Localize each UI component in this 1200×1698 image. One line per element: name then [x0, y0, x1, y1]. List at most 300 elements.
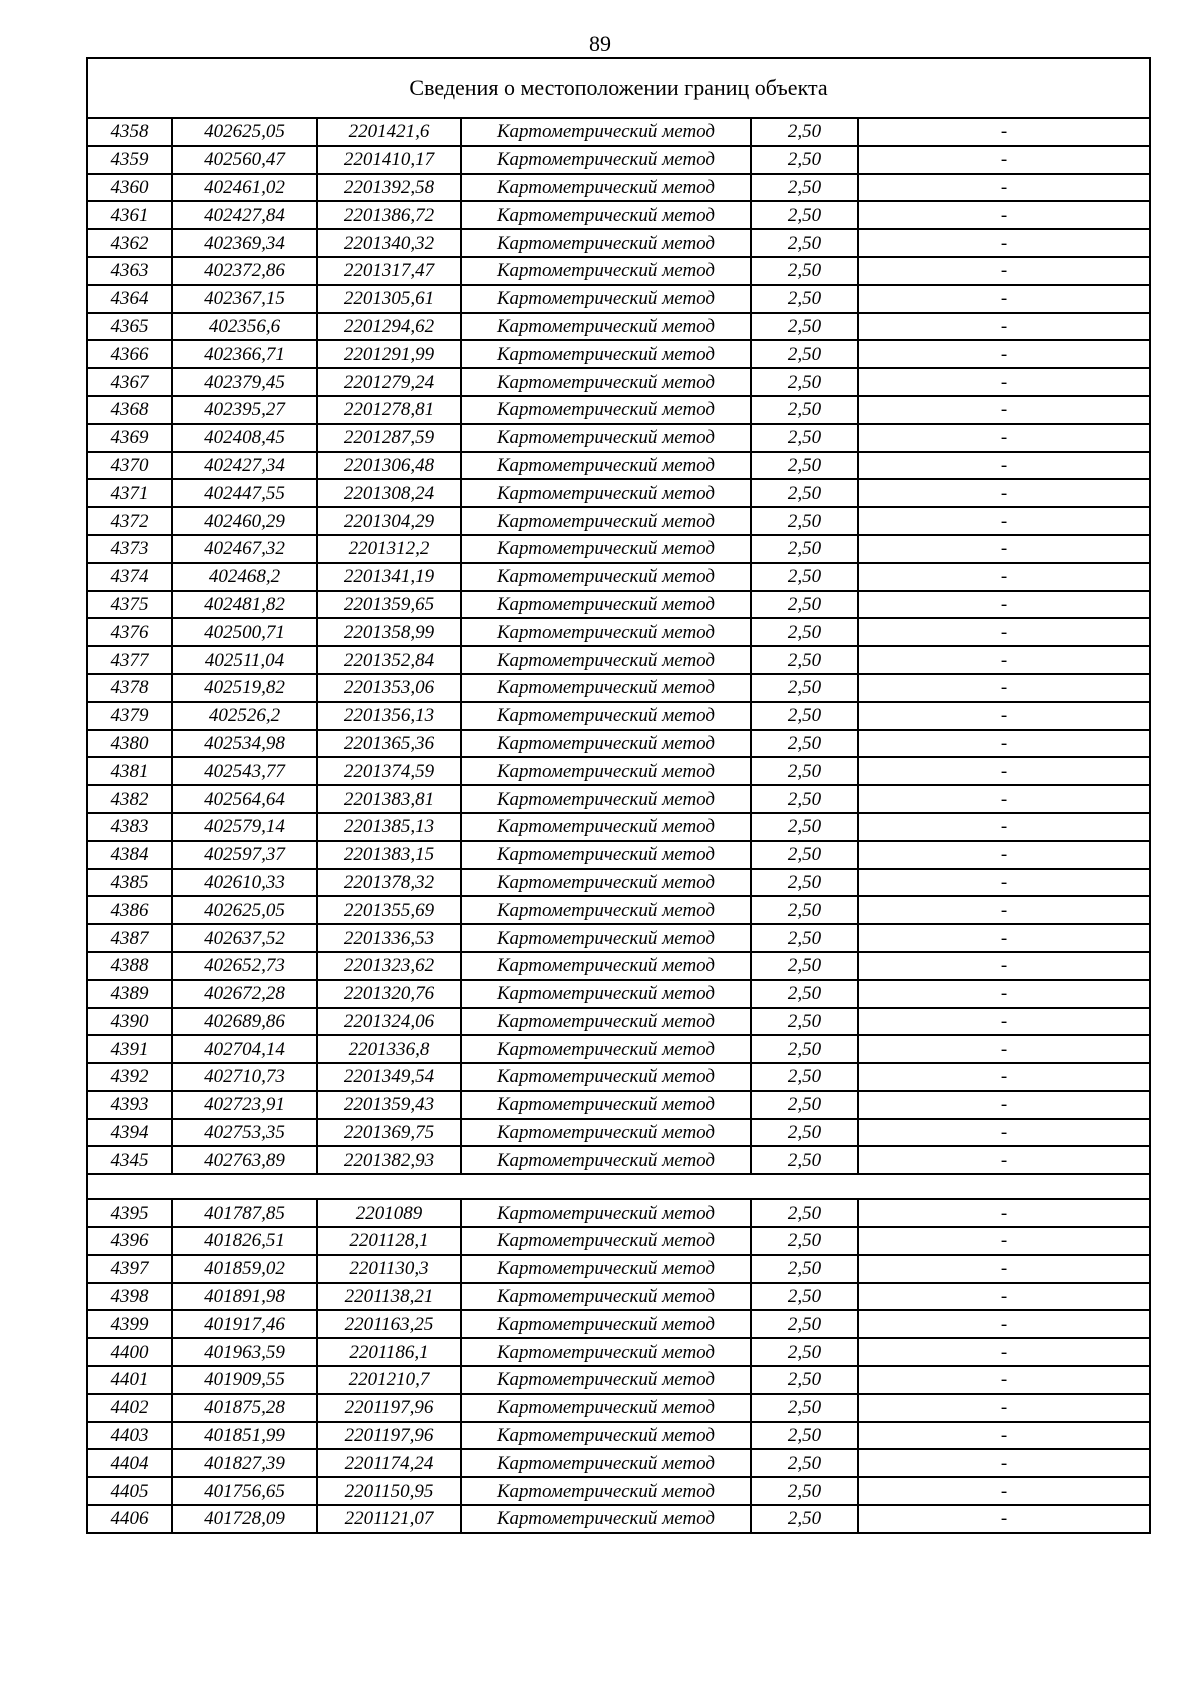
cell-point-number: 4402 [87, 1394, 172, 1422]
cell-point-number: 4388 [87, 952, 172, 980]
cell-x-coordinate: 402637,52 [172, 924, 317, 952]
table-row [87, 1283, 1150, 1311]
cell-point-number: 4375 [87, 591, 172, 619]
cell-method: Картометрический метод [461, 1119, 751, 1147]
table-row [87, 618, 1150, 646]
cell-y-coordinate: 2201294,62 [317, 313, 461, 341]
table-row [87, 591, 1150, 619]
cell-description: - [858, 646, 1150, 674]
cell-description: - [858, 1146, 1150, 1174]
cell-method: Картометрический метод [461, 1255, 751, 1283]
cell-description: - [858, 257, 1150, 285]
cell-accuracy: 2,50 [751, 896, 858, 924]
cell-x-coordinate: 401963,59 [172, 1338, 317, 1366]
table-body [87, 58, 1150, 1533]
cell-accuracy: 2,50 [751, 1449, 858, 1477]
cell-x-coordinate: 401875,28 [172, 1394, 317, 1422]
cell-point-number: 4362 [87, 229, 172, 257]
cell-description: - [858, 785, 1150, 813]
table-title: Сведения о местоположении границ объекта [87, 58, 1150, 118]
table-row [87, 1091, 1150, 1119]
cell-x-coordinate: 401859,02 [172, 1255, 317, 1283]
cell-x-coordinate: 401827,39 [172, 1449, 317, 1477]
cell-x-coordinate: 401891,98 [172, 1283, 317, 1311]
cell-method: Картометрический метод [461, 1199, 751, 1227]
cell-accuracy: 2,50 [751, 1422, 858, 1450]
cell-accuracy: 2,50 [751, 869, 858, 897]
cell-x-coordinate: 402519,82 [172, 674, 317, 702]
cell-point-number: 4363 [87, 257, 172, 285]
cell-x-coordinate: 402564,64 [172, 785, 317, 813]
cell-accuracy: 2,50 [751, 813, 858, 841]
cell-x-coordinate: 402534,98 [172, 730, 317, 758]
table-row [87, 1422, 1150, 1450]
cell-method: Картометрический метод [461, 368, 751, 396]
cell-point-number: 4380 [87, 730, 172, 758]
cell-y-coordinate: 2201382,93 [317, 1146, 461, 1174]
cell-y-coordinate: 2201356,13 [317, 702, 461, 730]
cell-x-coordinate: 402610,33 [172, 869, 317, 897]
cell-description: - [858, 563, 1150, 591]
cell-y-coordinate: 2201374,59 [317, 757, 461, 785]
cell-point-number: 4383 [87, 813, 172, 841]
cell-accuracy: 2,50 [751, 841, 858, 869]
table-row [87, 201, 1150, 229]
cell-x-coordinate: 402672,28 [172, 980, 317, 1008]
cell-accuracy: 2,50 [751, 980, 858, 1008]
cell-description: - [858, 174, 1150, 202]
cell-description: - [858, 1227, 1150, 1255]
cell-description: - [858, 730, 1150, 758]
cell-method: Картометрический метод [461, 1505, 751, 1533]
cell-x-coordinate: 401851,99 [172, 1422, 317, 1450]
cell-accuracy: 2,50 [751, 479, 858, 507]
cell-accuracy: 2,50 [751, 285, 858, 313]
cell-y-coordinate: 2201306,48 [317, 452, 461, 480]
cell-description: - [858, 146, 1150, 174]
cell-point-number: 4403 [87, 1422, 172, 1450]
cell-description: - [858, 424, 1150, 452]
cell-y-coordinate: 2201186,1 [317, 1338, 461, 1366]
table-row [87, 479, 1150, 507]
cell-accuracy: 2,50 [751, 229, 858, 257]
cell-method: Картометрический метод [461, 563, 751, 591]
cell-point-number: 4365 [87, 313, 172, 341]
table-row [87, 1310, 1150, 1338]
cell-point-number: 4392 [87, 1063, 172, 1091]
cell-description: - [858, 1338, 1150, 1366]
cell-method: Картометрический метод [461, 618, 751, 646]
cell-accuracy: 2,50 [751, 257, 858, 285]
table-row [87, 340, 1150, 368]
cell-accuracy: 2,50 [751, 674, 858, 702]
cell-y-coordinate: 2201385,13 [317, 813, 461, 841]
cell-x-coordinate: 402379,45 [172, 368, 317, 396]
cell-description: - [858, 924, 1150, 952]
cell-description: - [858, 1366, 1150, 1394]
boundary-coordinates-table [86, 57, 1151, 1534]
cell-point-number: 4387 [87, 924, 172, 952]
cell-point-number: 4360 [87, 174, 172, 202]
cell-method: Картометрический метод [461, 757, 751, 785]
table-row [87, 1146, 1150, 1174]
cell-y-coordinate: 2201359,43 [317, 1091, 461, 1119]
cell-y-coordinate: 2201287,59 [317, 424, 461, 452]
page-number: 89 [589, 31, 611, 56]
cell-y-coordinate: 2201336,8 [317, 1035, 461, 1063]
cell-y-coordinate: 2201150,95 [317, 1477, 461, 1505]
cell-accuracy: 2,50 [751, 1394, 858, 1422]
cell-description: - [858, 813, 1150, 841]
cell-x-coordinate: 402500,71 [172, 618, 317, 646]
cell-x-coordinate: 401756,65 [172, 1477, 317, 1505]
cell-accuracy: 2,50 [751, 1146, 858, 1174]
cell-x-coordinate: 402579,14 [172, 813, 317, 841]
cell-method: Картометрический метод [461, 1227, 751, 1255]
cell-y-coordinate: 2201312,2 [317, 535, 461, 563]
cell-accuracy: 2,50 [751, 535, 858, 563]
cell-x-coordinate: 402652,73 [172, 952, 317, 980]
cell-point-number: 4394 [87, 1119, 172, 1147]
cell-accuracy: 2,50 [751, 1091, 858, 1119]
table-row [87, 841, 1150, 869]
cell-description: - [858, 618, 1150, 646]
cell-x-coordinate: 402467,32 [172, 535, 317, 563]
cell-point-number: 4393 [87, 1091, 172, 1119]
cell-description: - [858, 702, 1150, 730]
table-row [87, 507, 1150, 535]
cell-x-coordinate: 402710,73 [172, 1063, 317, 1091]
cell-point-number: 4374 [87, 563, 172, 591]
cell-accuracy: 2,50 [751, 368, 858, 396]
cell-method: Картометрический метод [461, 118, 751, 146]
cell-x-coordinate: 402356,6 [172, 313, 317, 341]
cell-description: - [858, 1008, 1150, 1036]
cell-point-number: 4359 [87, 146, 172, 174]
cell-y-coordinate: 2201138,21 [317, 1283, 461, 1311]
cell-x-coordinate: 402427,84 [172, 201, 317, 229]
cell-description: - [858, 980, 1150, 1008]
cell-point-number: 4379 [87, 702, 172, 730]
cell-y-coordinate: 2201410,17 [317, 146, 461, 174]
cell-method: Картометрический метод [461, 1366, 751, 1394]
table-row [87, 229, 1150, 257]
cell-y-coordinate: 2201197,96 [317, 1394, 461, 1422]
table-row [87, 257, 1150, 285]
cell-y-coordinate: 2201128,1 [317, 1227, 461, 1255]
cell-point-number: 4371 [87, 479, 172, 507]
table-row [87, 285, 1150, 313]
cell-description: - [858, 368, 1150, 396]
cell-y-coordinate: 2201349,54 [317, 1063, 461, 1091]
cell-description: - [858, 1449, 1150, 1477]
cell-method: Картометрический метод [461, 1008, 751, 1036]
cell-description: - [858, 869, 1150, 897]
table-row [87, 174, 1150, 202]
cell-y-coordinate: 2201383,15 [317, 841, 461, 869]
cell-point-number: 4400 [87, 1338, 172, 1366]
cell-y-coordinate: 2201174,24 [317, 1449, 461, 1477]
cell-method: Картометрический метод [461, 730, 751, 758]
cell-x-coordinate: 402543,77 [172, 757, 317, 785]
cell-accuracy: 2,50 [751, 1227, 858, 1255]
cell-description: - [858, 479, 1150, 507]
table-row [87, 813, 1150, 841]
cell-method: Картометрический метод [461, 1035, 751, 1063]
cell-method: Картометрический метод [461, 535, 751, 563]
cell-point-number: 4358 [87, 118, 172, 146]
cell-x-coordinate: 402625,05 [172, 118, 317, 146]
cell-y-coordinate: 2201378,32 [317, 869, 461, 897]
cell-method: Картометрический метод [461, 1338, 751, 1366]
cell-point-number: 4405 [87, 1477, 172, 1505]
table-row [87, 1338, 1150, 1366]
table-row [87, 118, 1150, 146]
table-row [87, 1227, 1150, 1255]
cell-accuracy: 2,50 [751, 952, 858, 980]
cell-y-coordinate: 2201323,62 [317, 952, 461, 980]
cell-x-coordinate: 401787,85 [172, 1199, 317, 1227]
cell-method: Картометрический метод [461, 980, 751, 1008]
cell-method: Картометрический метод [461, 285, 751, 313]
cell-x-coordinate: 402366,71 [172, 340, 317, 368]
cell-method: Картометрический метод [461, 1310, 751, 1338]
cell-description: - [858, 896, 1150, 924]
cell-point-number: 4345 [87, 1146, 172, 1174]
cell-description: - [858, 1283, 1150, 1311]
table-row [87, 1366, 1150, 1394]
table-row [87, 1477, 1150, 1505]
cell-method: Картометрический метод [461, 313, 751, 341]
cell-method: Картометрический метод [461, 785, 751, 813]
cell-accuracy: 2,50 [751, 1035, 858, 1063]
table-row [87, 1449, 1150, 1477]
cell-x-coordinate: 402625,05 [172, 896, 317, 924]
table-row [87, 646, 1150, 674]
cell-accuracy: 2,50 [751, 146, 858, 174]
cell-method: Картометрический метод [461, 201, 751, 229]
cell-x-coordinate: 402481,82 [172, 591, 317, 619]
cell-accuracy: 2,50 [751, 1199, 858, 1227]
cell-y-coordinate: 2201383,81 [317, 785, 461, 813]
cell-y-coordinate: 2201210,7 [317, 1366, 461, 1394]
cell-y-coordinate: 2201336,53 [317, 924, 461, 952]
cell-accuracy: 2,50 [751, 1477, 858, 1505]
cell-point-number: 4391 [87, 1035, 172, 1063]
cell-y-coordinate: 2201355,69 [317, 896, 461, 924]
cell-point-number: 4382 [87, 785, 172, 813]
cell-method: Картометрический метод [461, 1477, 751, 1505]
cell-method: Картометрический метод [461, 396, 751, 424]
cell-accuracy: 2,50 [751, 646, 858, 674]
cell-point-number: 4406 [87, 1505, 172, 1533]
cell-accuracy: 2,50 [751, 563, 858, 591]
cell-method: Картометрический метод [461, 146, 751, 174]
cell-method: Картометрический метод [461, 1422, 751, 1450]
cell-point-number: 4384 [87, 841, 172, 869]
cell-description: - [858, 1035, 1150, 1063]
cell-method: Картометрический метод [461, 869, 751, 897]
cell-y-coordinate: 2201130,3 [317, 1255, 461, 1283]
cell-x-coordinate: 402408,45 [172, 424, 317, 452]
cell-x-coordinate: 402468,2 [172, 563, 317, 591]
cell-x-coordinate: 402372,86 [172, 257, 317, 285]
cell-x-coordinate: 402704,14 [172, 1035, 317, 1063]
cell-method: Картометрический метод [461, 1283, 751, 1311]
cell-accuracy: 2,50 [751, 118, 858, 146]
cell-x-coordinate: 402369,34 [172, 229, 317, 257]
cell-accuracy: 2,50 [751, 730, 858, 758]
cell-y-coordinate: 2201291,99 [317, 340, 461, 368]
cell-y-coordinate: 2201353,06 [317, 674, 461, 702]
cell-x-coordinate: 402427,34 [172, 452, 317, 480]
cell-method: Картометрический метод [461, 1146, 751, 1174]
cell-description: - [858, 1422, 1150, 1450]
cell-point-number: 4364 [87, 285, 172, 313]
cell-method: Картометрический метод [461, 702, 751, 730]
table-row [87, 1255, 1150, 1283]
cell-point-number: 4378 [87, 674, 172, 702]
cell-description: - [858, 340, 1150, 368]
table-row [87, 146, 1150, 174]
cell-point-number: 4386 [87, 896, 172, 924]
cell-x-coordinate: 402753,35 [172, 1119, 317, 1147]
cell-accuracy: 2,50 [751, 924, 858, 952]
cell-description: - [858, 591, 1150, 619]
cell-description: - [858, 1199, 1150, 1227]
cell-description: - [858, 1091, 1150, 1119]
cell-method: Картометрический метод [461, 174, 751, 202]
table-row [87, 674, 1150, 702]
cell-description: - [858, 1505, 1150, 1533]
cell-point-number: 4361 [87, 201, 172, 229]
cell-x-coordinate: 402511,04 [172, 646, 317, 674]
cell-point-number: 4372 [87, 507, 172, 535]
table-row [87, 924, 1150, 952]
table-row [87, 452, 1150, 480]
cell-point-number: 4390 [87, 1008, 172, 1036]
cell-method: Картометрический метод [461, 507, 751, 535]
cell-method: Картометрический метод [461, 813, 751, 841]
cell-method: Картометрический метод [461, 646, 751, 674]
cell-y-coordinate: 2201341,19 [317, 563, 461, 591]
cell-accuracy: 2,50 [751, 1505, 858, 1533]
cell-method: Картометрический метод [461, 674, 751, 702]
cell-method: Картометрический метод [461, 1063, 751, 1091]
cell-accuracy: 2,50 [751, 1310, 858, 1338]
cell-x-coordinate: 402367,15 [172, 285, 317, 313]
cell-description: - [858, 757, 1150, 785]
cell-y-coordinate: 2201386,72 [317, 201, 461, 229]
cell-x-coordinate: 401909,55 [172, 1366, 317, 1394]
cell-accuracy: 2,50 [751, 757, 858, 785]
table-row [87, 1505, 1150, 1533]
table-row [87, 702, 1150, 730]
cell-method: Картометрический метод [461, 229, 751, 257]
cell-x-coordinate: 402447,55 [172, 479, 317, 507]
cell-y-coordinate: 2201317,47 [317, 257, 461, 285]
cell-method: Картометрический метод [461, 896, 751, 924]
cell-method: Картометрический метод [461, 1091, 751, 1119]
cell-description: - [858, 201, 1150, 229]
section-separator-row [87, 1174, 1150, 1199]
cell-x-coordinate: 402723,91 [172, 1091, 317, 1119]
cell-description: - [858, 1255, 1150, 1283]
table-row [87, 730, 1150, 758]
table-row [87, 896, 1150, 924]
cell-accuracy: 2,50 [751, 1366, 858, 1394]
table-row [87, 952, 1150, 980]
cell-method: Картометрический метод [461, 479, 751, 507]
cell-method: Картометрический метод [461, 952, 751, 980]
cell-method: Картометрический метод [461, 1394, 751, 1422]
cell-y-coordinate: 2201359,65 [317, 591, 461, 619]
cell-point-number: 4370 [87, 452, 172, 480]
cell-accuracy: 2,50 [751, 1008, 858, 1036]
cell-accuracy: 2,50 [751, 174, 858, 202]
table-row [87, 1394, 1150, 1422]
cell-method: Картометрический метод [461, 257, 751, 285]
cell-y-coordinate: 2201308,24 [317, 479, 461, 507]
cell-accuracy: 2,50 [751, 396, 858, 424]
cell-x-coordinate: 402461,02 [172, 174, 317, 202]
cell-x-coordinate: 401826,51 [172, 1227, 317, 1255]
cell-y-coordinate: 2201163,25 [317, 1310, 461, 1338]
cell-y-coordinate: 2201279,24 [317, 368, 461, 396]
cell-x-coordinate: 402526,2 [172, 702, 317, 730]
table-row [87, 396, 1150, 424]
cell-accuracy: 2,50 [751, 702, 858, 730]
cell-description: - [858, 396, 1150, 424]
cell-description: - [858, 674, 1150, 702]
cell-y-coordinate: 2201089 [317, 1199, 461, 1227]
cell-point-number: 4399 [87, 1310, 172, 1338]
cell-x-coordinate: 402597,37 [172, 841, 317, 869]
table-row [87, 1199, 1150, 1227]
cell-description: - [858, 1310, 1150, 1338]
cell-x-coordinate: 402689,86 [172, 1008, 317, 1036]
cell-accuracy: 2,50 [751, 618, 858, 646]
cell-y-coordinate: 2201369,75 [317, 1119, 461, 1147]
cell-y-coordinate: 2201358,99 [317, 618, 461, 646]
table-row [87, 980, 1150, 1008]
cell-description: - [858, 1477, 1150, 1505]
cell-y-coordinate: 2201121,07 [317, 1505, 461, 1533]
cell-accuracy: 2,50 [751, 1119, 858, 1147]
cell-y-coordinate: 2201352,84 [317, 646, 461, 674]
cell-point-number: 4385 [87, 869, 172, 897]
cell-method: Картометрический метод [461, 340, 751, 368]
cell-method: Картометрический метод [461, 591, 751, 619]
cell-point-number: 4397 [87, 1255, 172, 1283]
cell-point-number: 4396 [87, 1227, 172, 1255]
table-row [87, 1008, 1150, 1036]
cell-x-coordinate: 402395,27 [172, 396, 317, 424]
cell-accuracy: 2,50 [751, 340, 858, 368]
cell-accuracy: 2,50 [751, 507, 858, 535]
cell-y-coordinate: 2201421,6 [317, 118, 461, 146]
table-row [87, 757, 1150, 785]
cell-y-coordinate: 2201340,32 [317, 229, 461, 257]
cell-point-number: 4373 [87, 535, 172, 563]
cell-description: - [858, 452, 1150, 480]
table-row [87, 1063, 1150, 1091]
cell-description: - [858, 841, 1150, 869]
cell-point-number: 4401 [87, 1366, 172, 1394]
cell-accuracy: 2,50 [751, 1283, 858, 1311]
cell-y-coordinate: 2201392,58 [317, 174, 461, 202]
cell-method: Картометрический метод [461, 424, 751, 452]
